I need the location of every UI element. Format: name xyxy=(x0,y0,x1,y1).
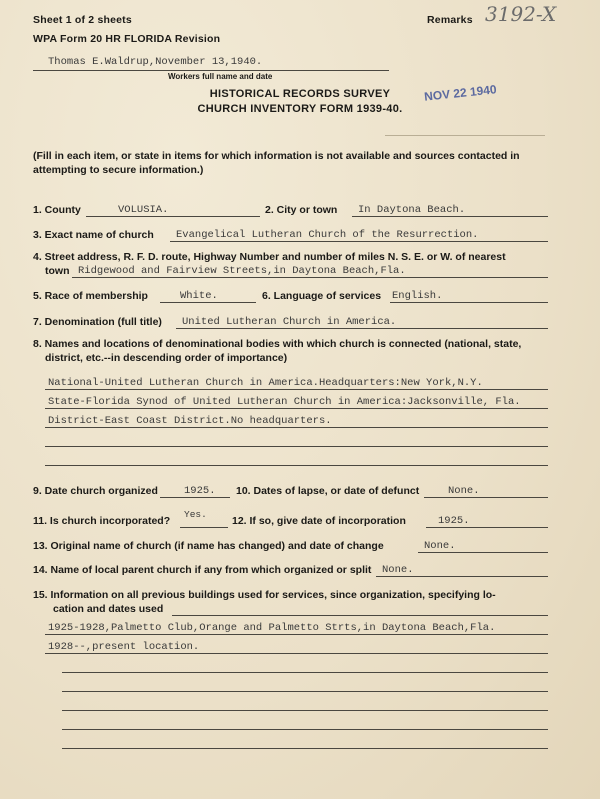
denominational-bodies-line2 xyxy=(45,408,548,409)
denominational-bodies-label-line2: district, etc.--in descending order of importance) xyxy=(45,352,288,364)
worker-name-date: Thomas E.Waldrup,November 13,1940. xyxy=(48,56,263,68)
parent-church-label: 14. Name of local parent church if any from which organized or split xyxy=(33,564,372,576)
previous-buildings-line2 xyxy=(45,653,548,654)
form-number: WPA Form 20 HR FLORIDA Revision xyxy=(33,33,221,45)
previous-building-1: 1925-1928,Palmetto Club,Orange and Palmetto Strts,in Daytona Beach,Fla. xyxy=(48,622,496,634)
race-line xyxy=(160,302,256,303)
language-value: English. xyxy=(392,290,443,302)
original-name-line xyxy=(418,552,548,553)
language-label: 6. Language of services xyxy=(262,290,382,302)
denominational-bodies-line5 xyxy=(45,465,548,466)
received-date-stamp: NOV 22 1940 xyxy=(423,82,498,104)
incorporated-value: Yes. xyxy=(184,509,207,520)
street-address-line xyxy=(72,277,548,278)
denominational-bodies-label-line1: 8. Names and locations of denominational bodies with which church is connected (national, state, xyxy=(33,338,522,350)
denominational-bodies-line3 xyxy=(45,427,548,428)
denomination-line xyxy=(176,328,548,329)
county-value: VOLUSIA. xyxy=(118,204,169,216)
previous-buildings-line5 xyxy=(62,710,548,711)
instructions-line1: (Fill in each item, or state in items for which information is not available and sources contacted in xyxy=(33,150,520,162)
previous-buildings-line0 xyxy=(172,615,548,616)
previous-buildings-label-line2: cation and dates used xyxy=(53,603,164,615)
incorporation-date-label: 12. If so, give date of incorporation xyxy=(232,515,406,527)
denominational-body-national: National-United Lutheran Church in America.Headquarters:New York,N.Y. xyxy=(48,377,483,389)
previous-buildings-label-line1: 15. Information on all previous buildings used for services, since organization, specifying lo- xyxy=(33,589,496,601)
original-name-value: None. xyxy=(424,540,456,552)
date-organized-line xyxy=(160,497,230,498)
denominational-bodies-line4 xyxy=(45,446,548,447)
previous-buildings-line3 xyxy=(62,672,548,673)
worker-caption: Workers full name and date xyxy=(168,72,273,81)
denomination-value: United Lutheran Church in America. xyxy=(182,316,397,328)
instructions-line2: attempting to secure information.) xyxy=(33,164,204,176)
street-address-value: Ridgewood and Fairview Streets,in Daytona Beach,Fla. xyxy=(78,265,406,277)
city-value: In Daytona Beach. xyxy=(358,204,466,216)
previous-buildings-line4 xyxy=(62,691,548,692)
church-name-line xyxy=(170,241,548,242)
denominational-body-district: District-East Coast District.No headquarters. xyxy=(48,415,332,427)
incorporation-date-line xyxy=(426,527,548,528)
county-label: 1. County xyxy=(33,204,81,216)
previous-buildings-line6 xyxy=(62,729,548,730)
race-value: White. xyxy=(180,290,218,302)
faint-rule xyxy=(385,135,545,136)
date-organized-label: 9. Date church organized xyxy=(33,485,158,497)
dates-of-lapse-value: None. xyxy=(448,485,480,497)
city-label: 2. City or town xyxy=(265,204,338,216)
church-name-label: 3. Exact name of church xyxy=(33,229,154,241)
denominational-body-state: State-Florida Synod of United Lutheran Church in America:Jacksonville, Fla. xyxy=(48,396,521,408)
incorporated-line xyxy=(180,527,228,528)
dates-of-lapse-line xyxy=(424,497,548,498)
date-organized-value: 1925. xyxy=(184,485,216,497)
church-name-value: Evangelical Lutheran Church of the Resurrection. xyxy=(176,229,479,241)
denominational-bodies-line1 xyxy=(45,389,548,390)
remarks-handwritten-number: 3192-X xyxy=(485,2,557,26)
form-title-line2: CHURCH INVENTORY FORM 1939-40. xyxy=(197,103,403,115)
parent-church-line xyxy=(376,576,548,577)
street-address-label-line1: 4. Street address, R. F. D. route, Highway Number and number of miles N. S. E. or W. of nearest xyxy=(33,251,506,263)
previous-buildings-line1 xyxy=(45,634,548,635)
worker-underline xyxy=(33,70,389,71)
county-line xyxy=(86,216,260,217)
previous-building-2: 1928--,present location. xyxy=(48,641,200,653)
parent-church-value: None. xyxy=(382,564,414,576)
denomination-label: 7. Denomination (full title) xyxy=(33,316,162,328)
incorporation-date-value: 1925. xyxy=(438,515,470,527)
dates-of-lapse-label: 10. Dates of lapse, or date of defunct xyxy=(236,485,420,497)
original-name-label: 13. Original name of church (if name has changed) and date of change xyxy=(33,540,384,552)
city-line xyxy=(352,216,548,217)
sheet-count: Sheet 1 of 2 sheets xyxy=(33,14,132,26)
language-line xyxy=(390,302,548,303)
street-address-label-line2: town xyxy=(45,265,70,277)
form-title-line1: HISTORICAL RECORDS SURVEY xyxy=(209,88,391,100)
previous-buildings-line7 xyxy=(62,748,548,749)
incorporated-label: 11. Is church incorporated? xyxy=(33,515,171,527)
remarks-label: Remarks xyxy=(427,14,473,26)
race-label: 5. Race of membership xyxy=(33,290,148,302)
